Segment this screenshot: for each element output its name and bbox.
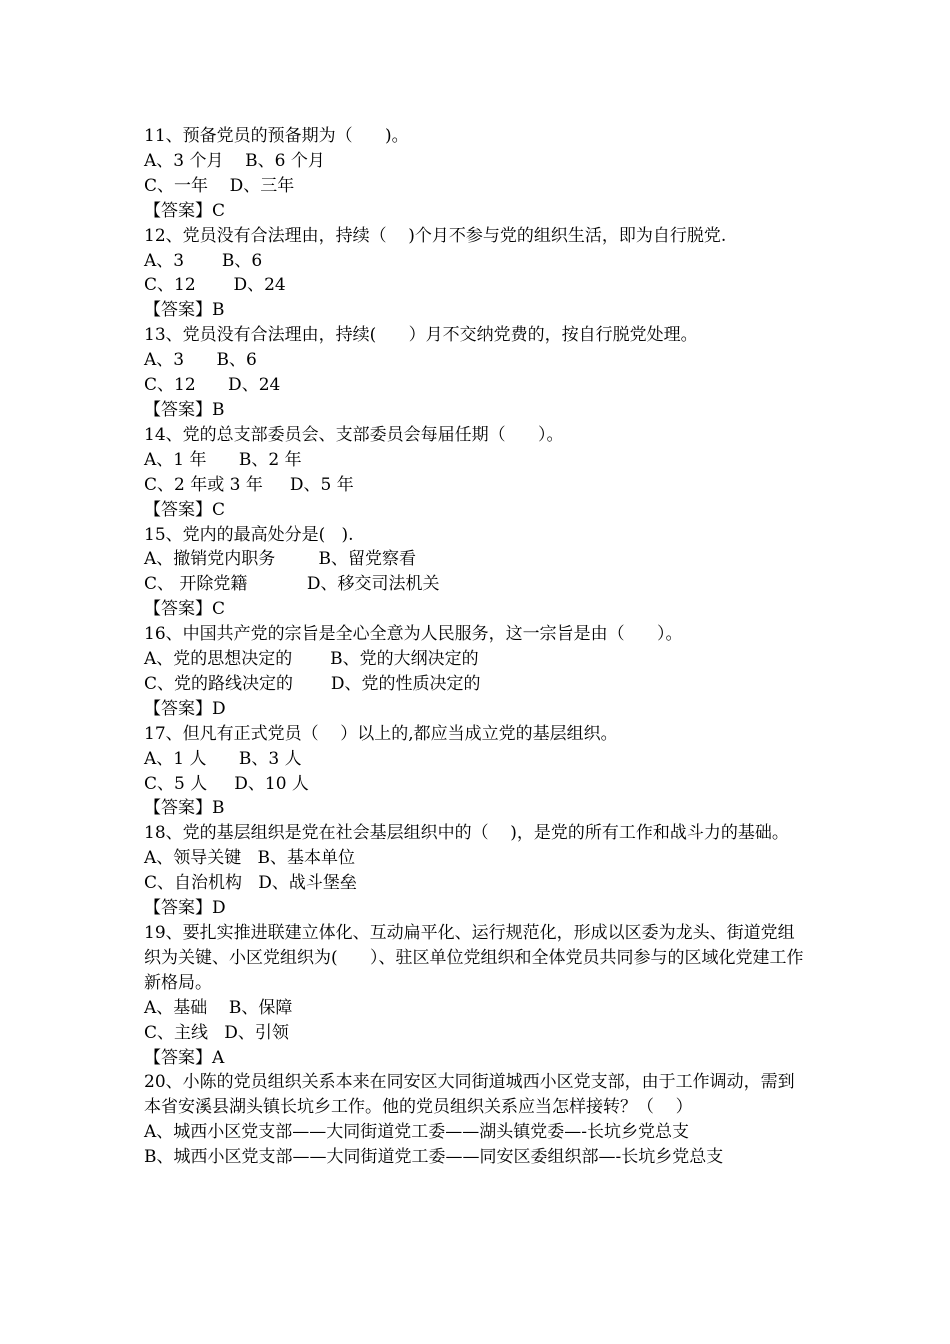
option-line: A、3 B、6 bbox=[144, 350, 257, 371]
question-13: 13、党员没有合法理由，持续( ）月不交纳党费的，按自行脱党处理。 bbox=[144, 325, 698, 346]
option-line: C、一年 D、三年 bbox=[144, 175, 295, 196]
answer-line: 【答案】B bbox=[144, 300, 225, 321]
option-line: C、2 年或 3 年 D、5 年 bbox=[144, 474, 354, 495]
option-line: C、党的路线决定的 D、党的性质决定的 bbox=[144, 673, 481, 694]
answer-line: 【答案】D bbox=[144, 898, 226, 919]
question-text bbox=[144, 124, 810, 1170]
answer-line: 【答案】C bbox=[144, 200, 226, 221]
option-line: A、3 B、6 bbox=[144, 250, 263, 271]
option-line: C、12 D、24 bbox=[144, 275, 286, 296]
answer-line: 【答案】A bbox=[144, 1047, 225, 1068]
option-line: C、 开除党籍 D、移交司法机关 bbox=[144, 574, 440, 595]
option-line: A、3 个月 B、6 个月 bbox=[144, 150, 325, 171]
option-line: C、5 人 D、10 人 bbox=[144, 773, 309, 794]
option-line: C、自治机构 D、战斗堡垒 bbox=[144, 873, 357, 894]
question-19: 19、要扎实推进联建立体化、互动扁平化、运行规范化，形成以区委为龙头、街道党组织为关键、小区党组织为( ）、驻区单位党组织和全体党员共同参与的区域化党建工作新格局。 bbox=[144, 923, 804, 993]
question-17: 17、但凡有正式党员（ ）以上的,都应当成立党的基层组织。 bbox=[144, 723, 618, 744]
answer-line: 【答案】C bbox=[144, 499, 226, 520]
question-11: 11、预备党员的预备期为（ )。 bbox=[144, 126, 409, 146]
answer-line: 【答案】B bbox=[144, 399, 225, 420]
question-20: 20、小陈的党员组织关系本来在同安区大同街道城西小区党支部，由于工作调动，需到本省安溪县湖头镇长坑乡工作。他的党员组织关系应当怎样接转？（ ） bbox=[144, 1072, 795, 1118]
option-line: A、1 年 B、2 年 bbox=[144, 449, 302, 470]
option-line: A、城西小区党支部——大同街道党工委——湖头镇党委—-长坑乡党总支 bbox=[144, 1122, 690, 1143]
option-line: A、1 人 B、3 人 bbox=[144, 748, 302, 769]
option-line: A、基础 B、保障 bbox=[144, 997, 293, 1018]
option-line: C、主线 D、引领 bbox=[144, 1022, 289, 1043]
option-line: B、城西小区党支部——大同街道党工委——同安区委组织部—-长坑乡党总支 bbox=[144, 1147, 724, 1168]
question-15: 15、党内的最高处分是( ). bbox=[144, 524, 354, 545]
option-line: C、12 D、24 bbox=[144, 375, 281, 396]
question-16: 16、中国共产党的宗旨是全心全意为人民服务，这一宗旨是由（ ）。 bbox=[144, 624, 683, 645]
option-line: A、党的思想决定的 B、党的大纲决定的 bbox=[144, 649, 479, 670]
question-14: 14、党的总支部委员会、支部委员会每届任期（ ）。 bbox=[144, 424, 564, 445]
question-12: 12、党员没有合法理由，持续（ )个月不参与党的组织生活，即为自行脱党. bbox=[144, 225, 727, 246]
option-line: A、撤销党内职务 B、留党察看 bbox=[144, 549, 416, 570]
question-18: 18、党的基层组织是党在社会基层组织中的（ )，是党的所有工作和战斗力的基础。 bbox=[144, 823, 789, 844]
answer-line: 【答案】D bbox=[144, 698, 226, 719]
answer-line: 【答案】B bbox=[144, 798, 225, 819]
answer-line: 【答案】C bbox=[144, 599, 226, 620]
option-line: A、领导关键 B、基本单位 bbox=[144, 848, 355, 869]
